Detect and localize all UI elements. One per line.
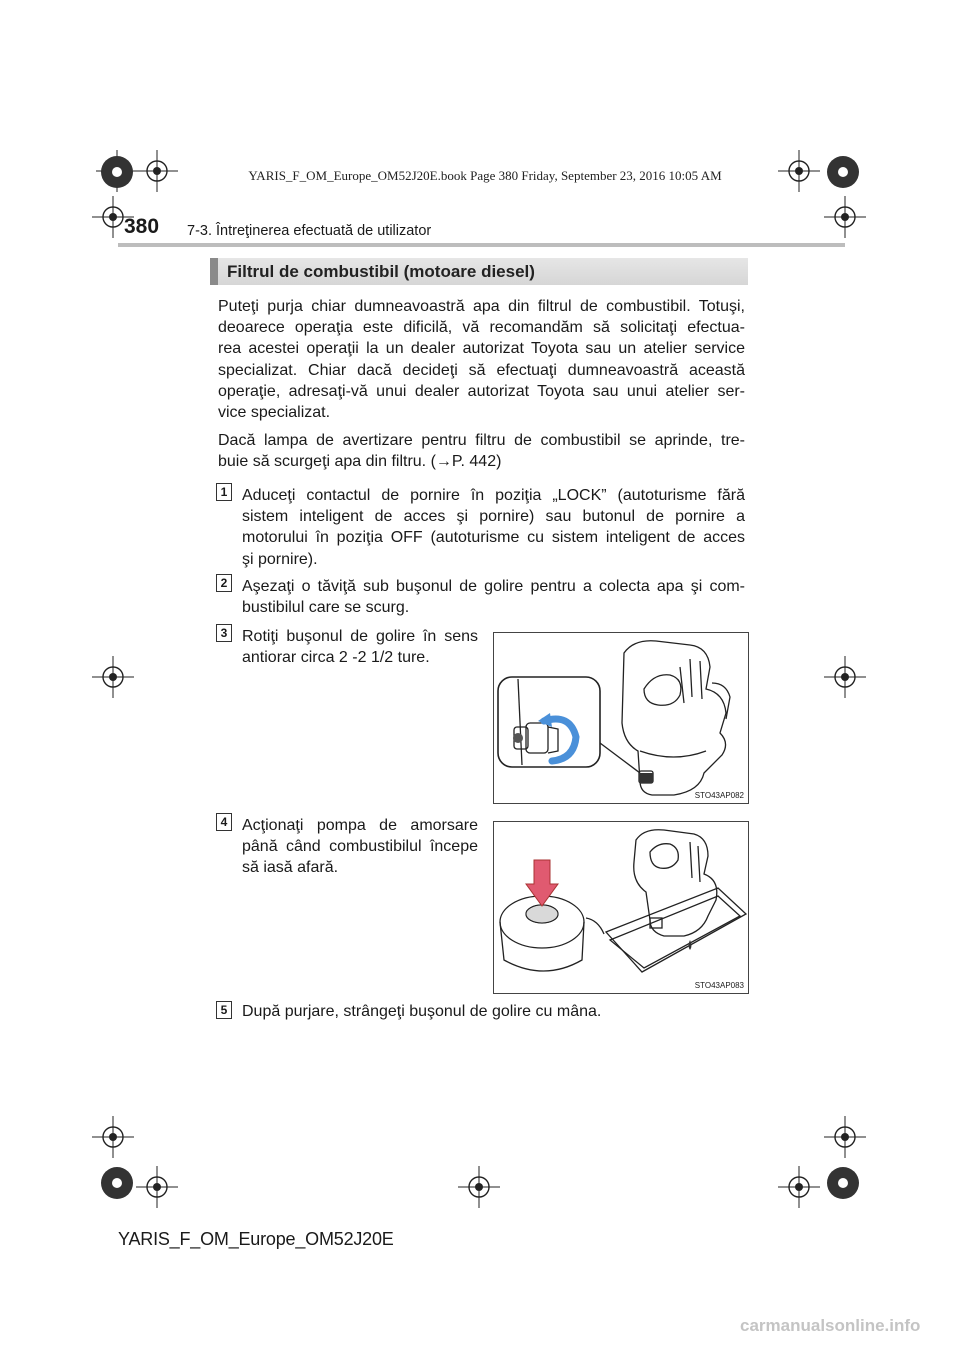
text-line: Dacă lampa de avertizare pentru filtru de combustibil se aprinde, tre- xyxy=(218,432,745,449)
priming-pump-press-illustration-icon xyxy=(494,822,748,993)
step-number: 5 xyxy=(216,1001,232,1019)
figure-priming-pump xyxy=(493,821,749,994)
intro-paragraph xyxy=(218,296,745,423)
book-info-line: YARIS_F_OM_Europe_OM52J20E.book Page 380 Friday, September 23, 2016 10:05 AM xyxy=(248,168,722,183)
step-text xyxy=(242,626,478,668)
text-line: Aduceţi contactul de pornire în poziţia „LOCK” (autoturisme fără xyxy=(242,487,745,504)
section-heading xyxy=(210,258,748,285)
step-text xyxy=(242,576,745,618)
text-line: să iasă afară. xyxy=(242,859,339,877)
text-line: După purjare, strângeţi buşonul de golire cu mâna. xyxy=(242,1003,602,1020)
text-line: rea acestei operaţii la un dealer autorizat Toyota sau un atelier service xyxy=(218,340,745,358)
text-line: Acţionaţi pompa de amorsare xyxy=(242,817,478,834)
registration-mark-icon xyxy=(458,1166,500,1208)
watermark: carmanualsonline.info xyxy=(740,1316,921,1335)
warning-paragraph xyxy=(218,430,745,472)
starburst-mark-icon xyxy=(100,155,134,189)
registration-mark-icon xyxy=(824,1116,866,1158)
text-line: deoarece operaţia este dificilă, vă recomandăm să solicitaţi efectua- xyxy=(218,319,745,337)
step-number: 4 xyxy=(216,813,232,831)
section-heading-text: Filtrul de combustibil (motoare diesel) xyxy=(227,262,535,281)
text-line: bustibilul care se scurg. xyxy=(242,599,410,617)
starburst-mark-icon xyxy=(826,155,860,189)
text-line: Aşezaţi o tăviţă sub buşonul de golire pentru a colecta apa şi com- xyxy=(242,578,745,595)
header-rule xyxy=(118,243,845,247)
text-line: până când combustibilul începe xyxy=(242,838,478,856)
registration-mark-icon xyxy=(92,1116,134,1158)
text-line: motorului în poziţia OFF (autoturisme cu sistem inteligent de acces xyxy=(242,529,745,547)
starburst-mark-icon xyxy=(826,1166,860,1200)
step-text xyxy=(242,1001,745,1022)
text-line: antiorar circa 2 -2 1/2 ture. xyxy=(242,649,430,667)
starburst-mark-icon xyxy=(100,1166,134,1200)
registration-mark-icon xyxy=(778,1166,820,1208)
section-title: 7-3. Întreţinerea efectuată de utilizator xyxy=(187,223,432,239)
text-line: specializat. Chiar dacă decideţi să efectuaţi dumneavoastră această xyxy=(218,361,745,379)
registration-mark-icon xyxy=(824,656,866,698)
text-line: sistem inteligent de acces şi pornire) sau butonul de pornire a xyxy=(242,508,745,526)
text-line: buie să scurgeţi apa din filtru. (→P. 442) xyxy=(218,453,502,471)
text-line: operaţie, adresaţi-vă unui dealer autorizat Toyota sau unui atelier ser- xyxy=(218,382,745,400)
drain-plug-rotate-illustration-icon xyxy=(494,633,748,803)
step-text xyxy=(242,815,478,879)
step-number: 1 xyxy=(216,483,232,501)
step-number: 2 xyxy=(216,574,232,592)
step-number: 3 xyxy=(216,624,232,642)
figure-code: STO43AP083 xyxy=(694,981,744,990)
step-text xyxy=(242,485,745,570)
registration-mark-icon xyxy=(136,1166,178,1208)
figure-code: STO43AP082 xyxy=(694,791,744,800)
text-line: şi pornire). xyxy=(242,550,318,568)
figure-drain-plug xyxy=(493,632,749,804)
page-number: 380 xyxy=(124,215,160,238)
footer-document-id: YARIS_F_OM_Europe_OM52J20E xyxy=(118,1229,394,1249)
registration-mark-icon xyxy=(92,656,134,698)
text-line: Puteţi purja chiar dumneavoastră apa din filtrul de combustibil. Totuşi, xyxy=(218,298,745,315)
text-line: Rotiţi buşonul de golire în sens xyxy=(242,628,478,645)
registration-mark-icon xyxy=(824,196,866,238)
registration-mark-icon xyxy=(136,150,178,192)
text-line: vice specializat. xyxy=(218,404,331,422)
